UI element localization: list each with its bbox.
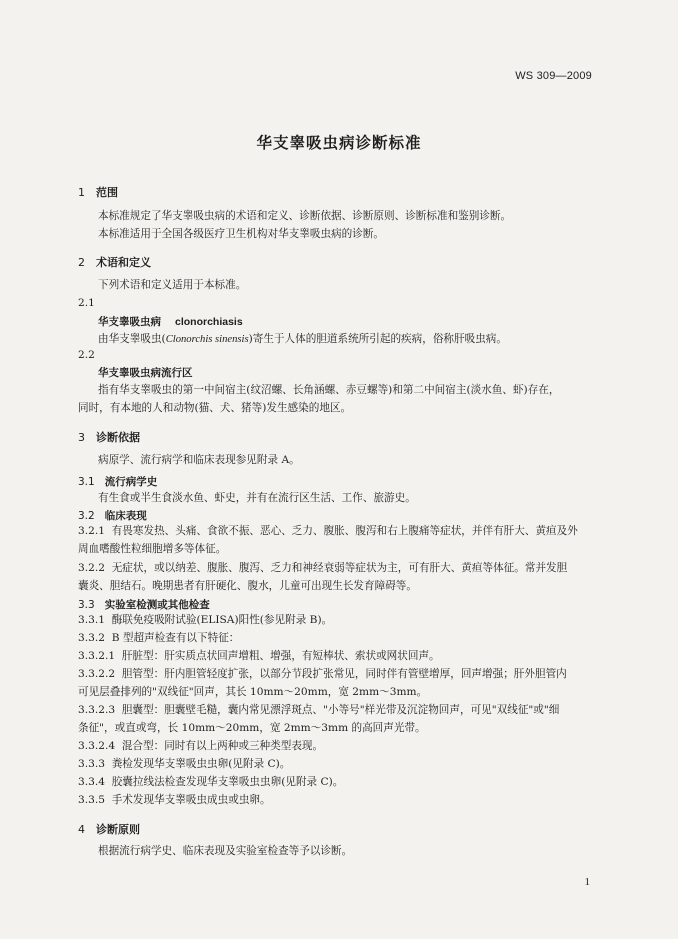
subsection-3-1-heading: 3.1 流行病学史 [78,476,158,488]
term-2-2-number: 2.2 [78,349,95,361]
section-4-heading: 4 诊断原则 [78,823,140,836]
item-3-3-1: 3.3.1 酶联免疫吸附试验(ELISA)阳性(参见附录 B)。 [78,614,333,626]
term-2-1-number: 2.1 [78,297,95,309]
standard-number: WS 309—2009 [515,70,592,82]
subsection-3-3-heading: 3.3 实验室检测或其他检查 [78,599,210,611]
item-3-3-2-2-line-2: 可见层叠排列的"双线征"回声，其长 10mm～20mm，宽 2mm～3mm。 [78,686,428,698]
item-3-3-2-2-line-1: 3.3.2.2 胆管型：肝内胆管轻度扩张，以部分节段扩张常见，同时伴有管壁增厚，回声增强；肝外胆管内 [78,668,567,680]
item-3-2-2-line-2: 囊炎、胆结石。晚期患者有肝硬化、腹水，儿童可出现生长发育障碍等。 [78,580,417,592]
item-3-2-2-line-1: 3.2.2 无症状，或以纳差、腹胀、腹泻、乏力和神经衰弱等症状为主，可有肝大、黄疸等体征。常并发胆 [78,562,568,574]
term-2-2: 华支睾吸虫病流行区 [98,367,193,379]
item-3-2-1-line-2: 周血嗜酸性粒细胞增多等体征。 [78,543,227,555]
item-3-3-5: 3.3.5 手术发现华支睾吸虫成虫或虫卵。 [78,794,271,806]
section-1-heading: 1 范围 [78,186,118,199]
section-2-heading: 2 术语和定义 [78,256,151,269]
item-3-3-2-3-line-1: 3.3.2.3 胆囊型：胆囊壁毛糙，囊内常见漂浮斑点、"小等号"样光带及沉淀物回声，可见"双线征"或"细 [78,704,560,716]
section-1-paragraph-2: 本标准适用于全国各级医疗卫生机构对华支睾吸虫病的诊断。 [98,228,385,240]
page-number: 1 [584,876,590,888]
section-4-paragraph: 根据流行病学史、临床表现及实验室检查等予以诊断。 [98,845,353,857]
section-1-paragraph-1: 本标准规定了华支睾吸虫病的术语和定义、诊断依据、诊断原则、诊断标准和鉴别诊断。 [98,210,512,222]
subsection-3-1-text: 有生食或半生食淡水鱼、虾史，并有在流行区生活、工作、旅游史。 [98,492,416,504]
document-title: 华支睾吸虫病诊断标准 [256,134,422,152]
item-3-2-1-line-1: 3.2.1 有畏寒发热、头痛、食欲不振、恶心、乏力、腹胀、腹泻和右上腹痛等症状，并伴有肝大、黄疸及外 [78,525,578,537]
subsection-3-2-heading: 3.2 临床表现 [78,510,147,522]
section-3-heading: 3 诊断依据 [78,431,140,444]
section-3-paragraph: 病原学、流行病学和临床表现参见附录 A。 [98,454,300,466]
item-3-3-2-3-line-2: 条征"，或直或弯，长 10mm～20mm，宽 2mm～3mm 的高回声光带。 [78,722,426,734]
section-2-paragraph: 下列术语和定义适用于本标准。 [98,279,247,291]
item-3-3-4: 3.3.4 胶囊拉线法检查发现华支睾吸虫虫卵(见附录 C)。 [78,776,344,788]
term-2-1: 华支睾吸虫病 clonorchiasis [98,316,243,328]
term-2-2-definition-line-1: 指有华支睾吸虫的第一中间宿主(纹沼螺、长角涵螺、赤豆螺等)和第二中间宿主(淡水鱼、虾)存在， [98,384,560,396]
item-3-3-2-4: 3.3.2.4 混合型：同时有以上两种或三种类型表现。 [78,740,324,752]
term-2-1-definition: 由华支睾吸虫(Clonorchis sinensis)寄生于人体的胆道系统所引起的疾病，俗称肝吸虫病。 [98,333,507,345]
item-3-3-2: 3.3.2 B 型超声检查有以下特征： [78,632,240,644]
item-3-3-3: 3.3.3 粪检发现华支睾吸虫虫卵(见附录 C)。 [78,758,291,770]
term-2-2-definition-line-2: 同时，有本地的人和动物(猫、犬、猪等)发生感染的地区。 [78,402,352,414]
item-3-3-2-1: 3.3.2.1 肝脏型：肝实质点状回声增粗、增强，有短棒状、索状或网状回声。 [78,650,440,662]
